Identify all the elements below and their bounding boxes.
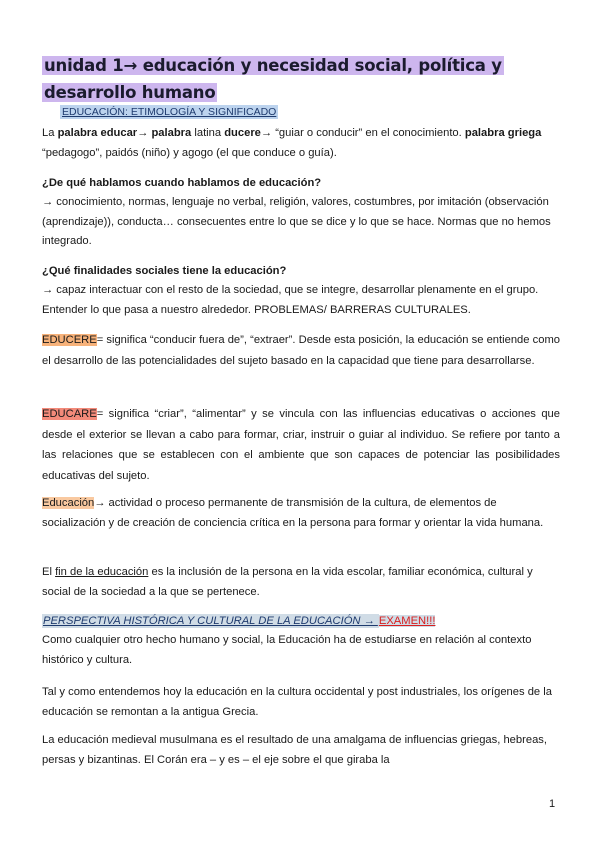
- paragraph-greece: Tal y como entendemos hoy la educación en la cultura occidental y post industriales, los orígenes de la educación se remontan a la antigua Grecia.: [42, 686, 552, 718]
- page-number: 1: [549, 798, 556, 810]
- fin-paragraph: El fin de la educación es la inclusión de la persona en la vida escolar, familiar económica, cultural y social de la sociedad a la que se pertenece.: [42, 566, 533, 598]
- question-education: ¿De qué hablamos cuando hablamos de educación?: [42, 177, 322, 189]
- unit-title: unidad 1→ educación y necesidad social, política y desarrollo humano: [44, 56, 502, 102]
- answer-social-aims: → capaz interactuar con el resto de la sociedad, que se integre, desarrollar plenamente en el grupo. Entender lo que pasa a nuestro alrededor. PROBLEMAS/ BARRERAS CULTURALES.: [42, 284, 539, 316]
- answer-education: → conocimiento, normas, lenguaje no verbal, religión, valores, costumbres, por imitación (observación (aprendizaje)), conducta… consecuentes entre lo que se dice y lo que se hace. Normas que no hemos integrado.: [42, 196, 551, 247]
- paragraph-medieval: La educación medieval musulmana es el resultado de una amalgama de influencias griegas, hebreas, persas y bizantinas. El Corán era – y es – el eje sobre el que giraba la: [42, 734, 547, 766]
- educacion-term: Educación: [42, 497, 95, 509]
- exam-marker: EXAMEN!!!: [378, 615, 436, 627]
- educacion-definition: Educación→ actividad o proceso permanente de transmisión de la cultura, de elementos de socialización y de creación de conciencia crítica en la persona para formar y orientar la vida humana.: [42, 497, 544, 529]
- section-heading-etymology: EDUCACIÓN: ETIMOLOGÍA Y SIGNIFICADO: [62, 106, 277, 118]
- paragraph-context: Como cualquier otro hecho humano y social, la Educación ha de estudiarse en relación al contexto histórico y cultura.: [42, 634, 532, 666]
- section-heading-perspective: PERSPECTIVA HISTÓRICA Y CULTURAL DE LA EDUCACIÓN → EXAMEN!!!: [43, 615, 436, 627]
- fin-term: fin de la educación: [55, 566, 149, 578]
- educere-term: EDUCERE: [42, 334, 97, 346]
- educere-paragraph: EDUCERE= significa “conducir fuera de”, “extraer”. Desde esta posición, la educación se entiende como el desarrollo de las potencialidades del sujeto basado en la capacidad que tiene para desarrollarse.: [42, 334, 560, 367]
- educare-paragraph: EDUCARE= significa “criar”, “alimentar” y se vincula con las influencias educativas o acciones que desde el exterior se llevan a cabo para formar, criar, instruir o guiar al individuo. Se refiere por tanto a las relaciones que se establecen con el ambiente que son capaces de potenciar las posibilidades educativas del sujeto.: [42, 408, 560, 482]
- question-social-aims: ¿Qué finalidades sociales tiene la educación?: [42, 265, 287, 277]
- etymology-paragraph: La palabra educar→ palabra latina ducere→ “guiar o conducir” en el conocimiento. palabra griega “pedagogo”, paidós (niño) y agogo (el que conduce o guía).: [42, 127, 542, 159]
- educare-term: EDUCARE: [42, 408, 97, 420]
